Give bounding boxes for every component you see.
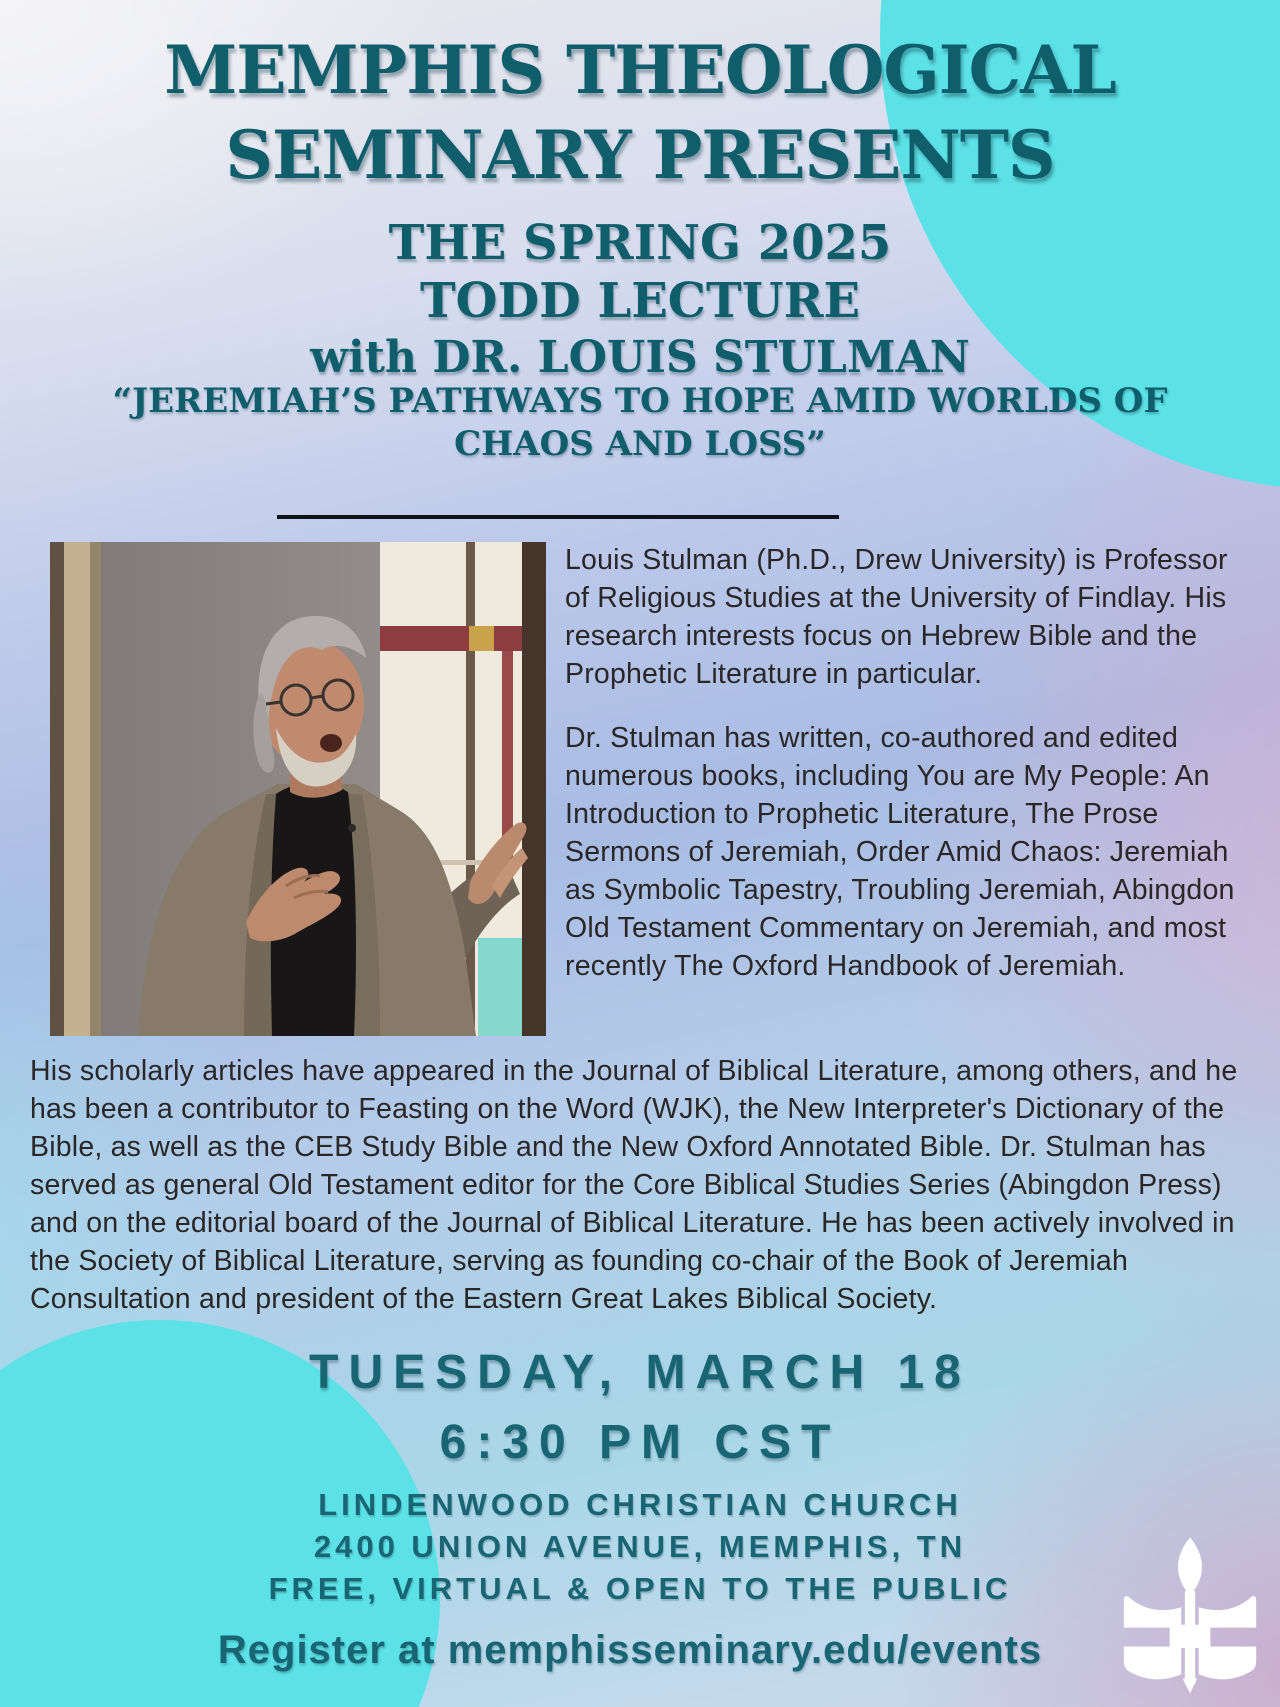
speaker-photo bbox=[50, 542, 546, 1036]
venue-name: LINDENWOOD CHRISTIAN CHURCH bbox=[318, 1487, 962, 1522]
event-date: TUESDAY, MARCH 18 bbox=[309, 1346, 971, 1399]
bio-column bbox=[565, 541, 1255, 985]
page-title-line1: MEMPHIS THEOLOGICAL bbox=[164, 31, 1116, 109]
bio-paragraph-2: Dr. Stulman has written, co-authored and edited numerous books, including You are My People: An Introduction to Prophetic Literature, The Prose Sermons of Jeremiah, Order Amid Chaos: Jeremiah as Symbolic Tapestry, Troubling Jeremiah, Abingdon Old Testament Commentary on Jeremiah, and most recently The Oxford Handbook of Jeremiah. bbox=[565, 722, 1235, 982]
series-line2: TODD LECTURE bbox=[419, 273, 861, 329]
open-book-cross-icon bbox=[1116, 1536, 1264, 1696]
speaker-line: with DR. LOUIS STULMAN bbox=[310, 332, 970, 383]
series-line1: THE SPRING 2025 bbox=[388, 215, 892, 271]
lecture-title-line1: “JEREMIAH’S PATHWAYS TO HOPE AMID WORLDS OF bbox=[112, 381, 1168, 421]
page-title bbox=[0, 28, 1280, 198]
venue-block bbox=[0, 1484, 1280, 1610]
bio-paragraph-3: His scholarly articles have appeared in the Journal of Biblical Literature, among others, and he has been a contributor to Feasting on the Word (WJK), the New Interpreter's Dictionary of the Bible, as well as the CEB Study Bible and the New Oxford Annotated Bible. Dr. Stulman has served as general Old Testament editor for the Core Biblical Studies Series (Abingdon Press) and on the editorial board of the Journal of Biblical Literature. He has been actively involved in the Society of Biblical Literature, serving as founding co-chair of the Book of Jeremiah Consultation and president of the Eastern Great Lakes Biblical Society. bbox=[30, 1055, 1238, 1315]
lecture-title bbox=[0, 380, 1280, 466]
register-link[interactable]: Register at memphisseminary.edu/events bbox=[217, 1628, 1043, 1672]
page-title-line2: SEMINARY PRESENTS bbox=[225, 116, 1055, 194]
bio-paragraph-1: Louis Stulman (Ph.D., Drew University) is Professor of Religious Studies at the University of Findlay. His research interests focus on Hebrew Bible and the Prophetic Literature in particular. bbox=[565, 544, 1228, 690]
lecture-series bbox=[0, 214, 1280, 330]
event-time: 6:30 PM CST bbox=[439, 1416, 841, 1469]
venue-address: 2400 UNION AVENUE, MEMPHIS, TN bbox=[313, 1529, 967, 1564]
lecture-title-line2: CHAOS AND LOSS” bbox=[454, 424, 826, 464]
divider-line bbox=[277, 515, 839, 519]
seminary-logo bbox=[1116, 1536, 1264, 1696]
speaker-photo-illustration bbox=[50, 542, 546, 1036]
admission-note: FREE, VIRTUAL & OPEN TO THE PUBLIC bbox=[268, 1571, 1012, 1606]
